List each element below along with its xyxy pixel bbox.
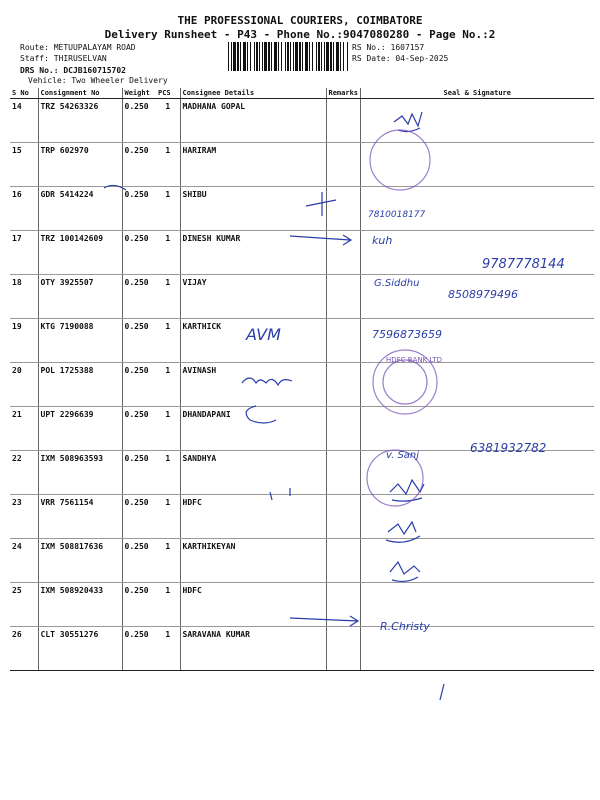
cell-weight: 0.250 bbox=[122, 143, 156, 187]
cell-consignment-no: IXM 508963593 bbox=[38, 451, 122, 495]
cell-sno: 24 bbox=[10, 539, 38, 583]
handwritten-signature: kuh bbox=[372, 234, 393, 247]
barcode-bar bbox=[340, 42, 341, 71]
cell-seal-signature bbox=[360, 407, 594, 451]
table-row bbox=[10, 627, 594, 671]
cell-sno: 15 bbox=[10, 143, 38, 187]
table-header-row bbox=[10, 88, 594, 99]
table-row bbox=[10, 539, 594, 583]
table-row bbox=[10, 319, 594, 363]
handwritten-phone: 7596873659 bbox=[372, 328, 442, 341]
cell-consignment-no: GDR 5414224 bbox=[38, 187, 122, 231]
barcode-bar bbox=[290, 42, 291, 71]
table-row bbox=[10, 143, 594, 187]
cell-weight: 0.250 bbox=[122, 451, 156, 495]
barcode-bar bbox=[271, 42, 272, 71]
cell-pcs: 1 bbox=[156, 231, 180, 275]
barcode-bar bbox=[330, 42, 332, 71]
cell-weight: 0.250 bbox=[122, 187, 156, 231]
table-row bbox=[10, 363, 594, 407]
cell-weight: 0.250 bbox=[122, 627, 156, 671]
handwritten-signature: AVM bbox=[246, 325, 281, 344]
cell-seal-signature bbox=[360, 627, 594, 671]
cell-remarks bbox=[326, 407, 360, 451]
table-row bbox=[10, 275, 594, 319]
staff-field: Staff: THIRUSELVAN bbox=[20, 54, 107, 63]
barcode-bar bbox=[302, 42, 303, 71]
handwritten-signature: v. Sanj bbox=[386, 450, 420, 461]
cell-seal-signature bbox=[360, 363, 594, 407]
table-row bbox=[10, 583, 594, 627]
cell-seal-signature bbox=[360, 583, 594, 627]
cell-sno: 26 bbox=[10, 627, 38, 671]
barcode-bar bbox=[281, 42, 282, 71]
cell-consignee: MADHANA GOPAL bbox=[180, 99, 326, 143]
cell-pcs: 1 bbox=[156, 187, 180, 231]
table-row bbox=[10, 231, 594, 275]
cell-remarks bbox=[326, 451, 360, 495]
cell-consignment-no: KTG 7190088 bbox=[38, 319, 122, 363]
cell-consignee: SHIBU bbox=[180, 187, 326, 231]
barcode-bar bbox=[268, 42, 270, 71]
cell-sno: 23 bbox=[10, 495, 38, 539]
cell-consignment-no: TRP 602970 bbox=[38, 143, 122, 187]
barcode-bar bbox=[305, 42, 308, 71]
cell-weight: 0.250 bbox=[122, 99, 156, 143]
cell-weight: 0.250 bbox=[122, 407, 156, 451]
barcode-bar bbox=[343, 42, 344, 71]
cell-pcs: 1 bbox=[156, 407, 180, 451]
rs-number-field: RS No.: 1607157 bbox=[352, 43, 425, 52]
cell-weight: 0.250 bbox=[122, 495, 156, 539]
cell-consignment-no: CLT 30551276 bbox=[38, 627, 122, 671]
cell-seal-signature bbox=[360, 275, 594, 319]
cell-pcs: 1 bbox=[156, 319, 180, 363]
cell-sno: 14 bbox=[10, 99, 38, 143]
barcode-bar bbox=[278, 42, 279, 71]
cell-remarks bbox=[326, 187, 360, 231]
cell-consignee: DHANDAPANI bbox=[180, 407, 326, 451]
cell-weight: 0.250 bbox=[122, 363, 156, 407]
cell-seal-signature bbox=[360, 231, 594, 275]
barcode-bar bbox=[250, 42, 251, 71]
barcode-bar bbox=[324, 42, 325, 71]
cell-seal-signature bbox=[360, 99, 594, 143]
barcode-bar bbox=[240, 42, 241, 71]
cell-sno: 19 bbox=[10, 319, 38, 363]
cell-remarks bbox=[326, 319, 360, 363]
cell-consignee: AVINASH bbox=[180, 363, 326, 407]
cell-seal-signature bbox=[360, 451, 594, 495]
cell-seal-signature bbox=[360, 187, 594, 231]
cell-consignment-no: UPT 2296639 bbox=[38, 407, 122, 451]
barcode-bar bbox=[262, 42, 263, 71]
cell-pcs: 1 bbox=[156, 99, 180, 143]
cell-seal-signature bbox=[360, 143, 594, 187]
table-row bbox=[10, 187, 594, 231]
cell-remarks bbox=[326, 275, 360, 319]
cell-consignment-no: IXM 508920433 bbox=[38, 583, 122, 627]
cell-remarks bbox=[326, 363, 360, 407]
cell-sno: 22 bbox=[10, 451, 38, 495]
cell-pcs: 1 bbox=[156, 451, 180, 495]
handwritten-signature: R.Christy bbox=[380, 620, 430, 633]
cell-consignee: HARIRAM bbox=[180, 143, 326, 187]
cell-sno: 21 bbox=[10, 407, 38, 451]
table-row bbox=[10, 407, 594, 451]
cell-consignee: KARTHICK bbox=[180, 319, 326, 363]
runsheet-table bbox=[10, 88, 594, 671]
cell-consignment-no: OTY 3925507 bbox=[38, 275, 122, 319]
col-header-pcs: PCS bbox=[156, 88, 180, 99]
cell-consignee: VIJAY bbox=[180, 275, 326, 319]
barcode-bar bbox=[247, 42, 248, 71]
table-row bbox=[10, 99, 594, 143]
cell-remarks bbox=[326, 495, 360, 539]
route-field: Route: METUUPALAYAM ROAD bbox=[20, 43, 136, 52]
barcode-bar bbox=[309, 42, 310, 71]
barcode-bar bbox=[228, 42, 229, 71]
cell-sno: 17 bbox=[10, 231, 38, 275]
cell-consignment-no: POL 1725388 bbox=[38, 363, 122, 407]
cell-remarks bbox=[326, 539, 360, 583]
cell-pcs: 1 bbox=[156, 275, 180, 319]
barcode-bar bbox=[285, 42, 286, 71]
drs-field: DRS No.: DCJB160715702 bbox=[20, 66, 126, 75]
cell-seal-signature bbox=[360, 319, 594, 363]
handwritten-phone: 7810018177 bbox=[368, 210, 426, 220]
cell-weight: 0.250 bbox=[122, 275, 156, 319]
vehicle-field: Vehicle: Two Wheeler Delivery bbox=[28, 76, 168, 85]
rs-date-field: RS Date: 04-Sep-2025 bbox=[352, 54, 449, 63]
barcode-bar bbox=[326, 42, 329, 71]
barcode-bar bbox=[312, 42, 313, 71]
handwritten-phone: 6381932782 bbox=[470, 441, 547, 455]
barcode-bar bbox=[237, 42, 239, 71]
barcode-bar bbox=[254, 42, 255, 71]
barcode-bar bbox=[264, 42, 267, 71]
document-title: THE PROFESSIONAL COURIERS, COIMBATORE bbox=[177, 14, 423, 27]
cell-weight: 0.250 bbox=[122, 231, 156, 275]
cell-consignee: HDFC bbox=[180, 495, 326, 539]
cell-consignee: KARTHIKEYAN bbox=[180, 539, 326, 583]
table-row bbox=[10, 451, 594, 495]
cell-pcs: 1 bbox=[156, 495, 180, 539]
cell-consignment-no: TRZ 54263326 bbox=[38, 99, 122, 143]
col-header-weight: Weight bbox=[122, 88, 156, 99]
handwritten-signature: HDFC BANK LTD bbox=[386, 356, 443, 364]
barcode-bar bbox=[259, 42, 260, 71]
cell-consignment-no: VRR 7561154 bbox=[38, 495, 122, 539]
cell-remarks bbox=[326, 627, 360, 671]
barcode-bar bbox=[318, 42, 320, 71]
handwritten-phone: 9787778144 bbox=[482, 257, 565, 272]
barcode-bar bbox=[299, 42, 301, 71]
handwritten-phone: 8508979496 bbox=[448, 288, 518, 301]
document-subtitle: Delivery Runsheet - P43 - Phone No.:9047080280 - Page No.:2 bbox=[104, 28, 496, 41]
barcode-bar bbox=[231, 42, 232, 71]
col-header-consignee: Consignee Details bbox=[180, 88, 326, 99]
cell-consignment-no: IXM 508817636 bbox=[38, 539, 122, 583]
cell-weight: 0.250 bbox=[122, 539, 156, 583]
cell-consignee: SANDHYA bbox=[180, 451, 326, 495]
barcode-bar bbox=[274, 42, 277, 71]
cell-sno: 18 bbox=[10, 275, 38, 319]
barcode-bar bbox=[243, 42, 246, 71]
barcode-bar bbox=[293, 42, 294, 71]
cell-consignee: HDFC bbox=[180, 583, 326, 627]
col-header-consignment: Consignment No bbox=[38, 88, 122, 99]
col-header-seal: Seal & Signature bbox=[360, 88, 594, 99]
cell-remarks bbox=[326, 143, 360, 187]
barcode-bar bbox=[333, 42, 334, 71]
cell-remarks bbox=[326, 99, 360, 143]
cell-remarks bbox=[326, 231, 360, 275]
cell-consignment-no: TRZ 100142609 bbox=[38, 231, 122, 275]
cell-sno: 25 bbox=[10, 583, 38, 627]
cell-remarks bbox=[326, 583, 360, 627]
barcode-bar bbox=[233, 42, 236, 71]
col-header-sno: S No bbox=[10, 88, 38, 99]
cell-weight: 0.250 bbox=[122, 583, 156, 627]
cell-pcs: 1 bbox=[156, 363, 180, 407]
barcode-bar bbox=[347, 42, 348, 71]
barcode-bar bbox=[321, 42, 322, 71]
handwritten-signature: G.Siddhu bbox=[374, 278, 420, 289]
barcode-bar bbox=[256, 42, 258, 71]
barcode-bar bbox=[316, 42, 317, 71]
barcode-bar bbox=[295, 42, 298, 71]
cell-pcs: 1 bbox=[156, 583, 180, 627]
barcode bbox=[228, 42, 348, 71]
col-header-remarks: Remarks bbox=[326, 88, 360, 99]
barcode-bar bbox=[287, 42, 289, 71]
cell-seal-signature bbox=[360, 495, 594, 539]
cell-sno: 16 bbox=[10, 187, 38, 231]
cell-seal-signature bbox=[360, 539, 594, 583]
cell-pcs: 1 bbox=[156, 143, 180, 187]
cell-pcs: 1 bbox=[156, 539, 180, 583]
cell-pcs: 1 bbox=[156, 627, 180, 671]
barcode-bar bbox=[336, 42, 339, 71]
table-row bbox=[10, 495, 594, 539]
cell-weight: 0.250 bbox=[122, 319, 156, 363]
cell-consignee: DINESH KUMAR bbox=[180, 231, 326, 275]
cell-sno: 20 bbox=[10, 363, 38, 407]
cell-consignee: SARAVANA KUMAR bbox=[180, 627, 326, 671]
